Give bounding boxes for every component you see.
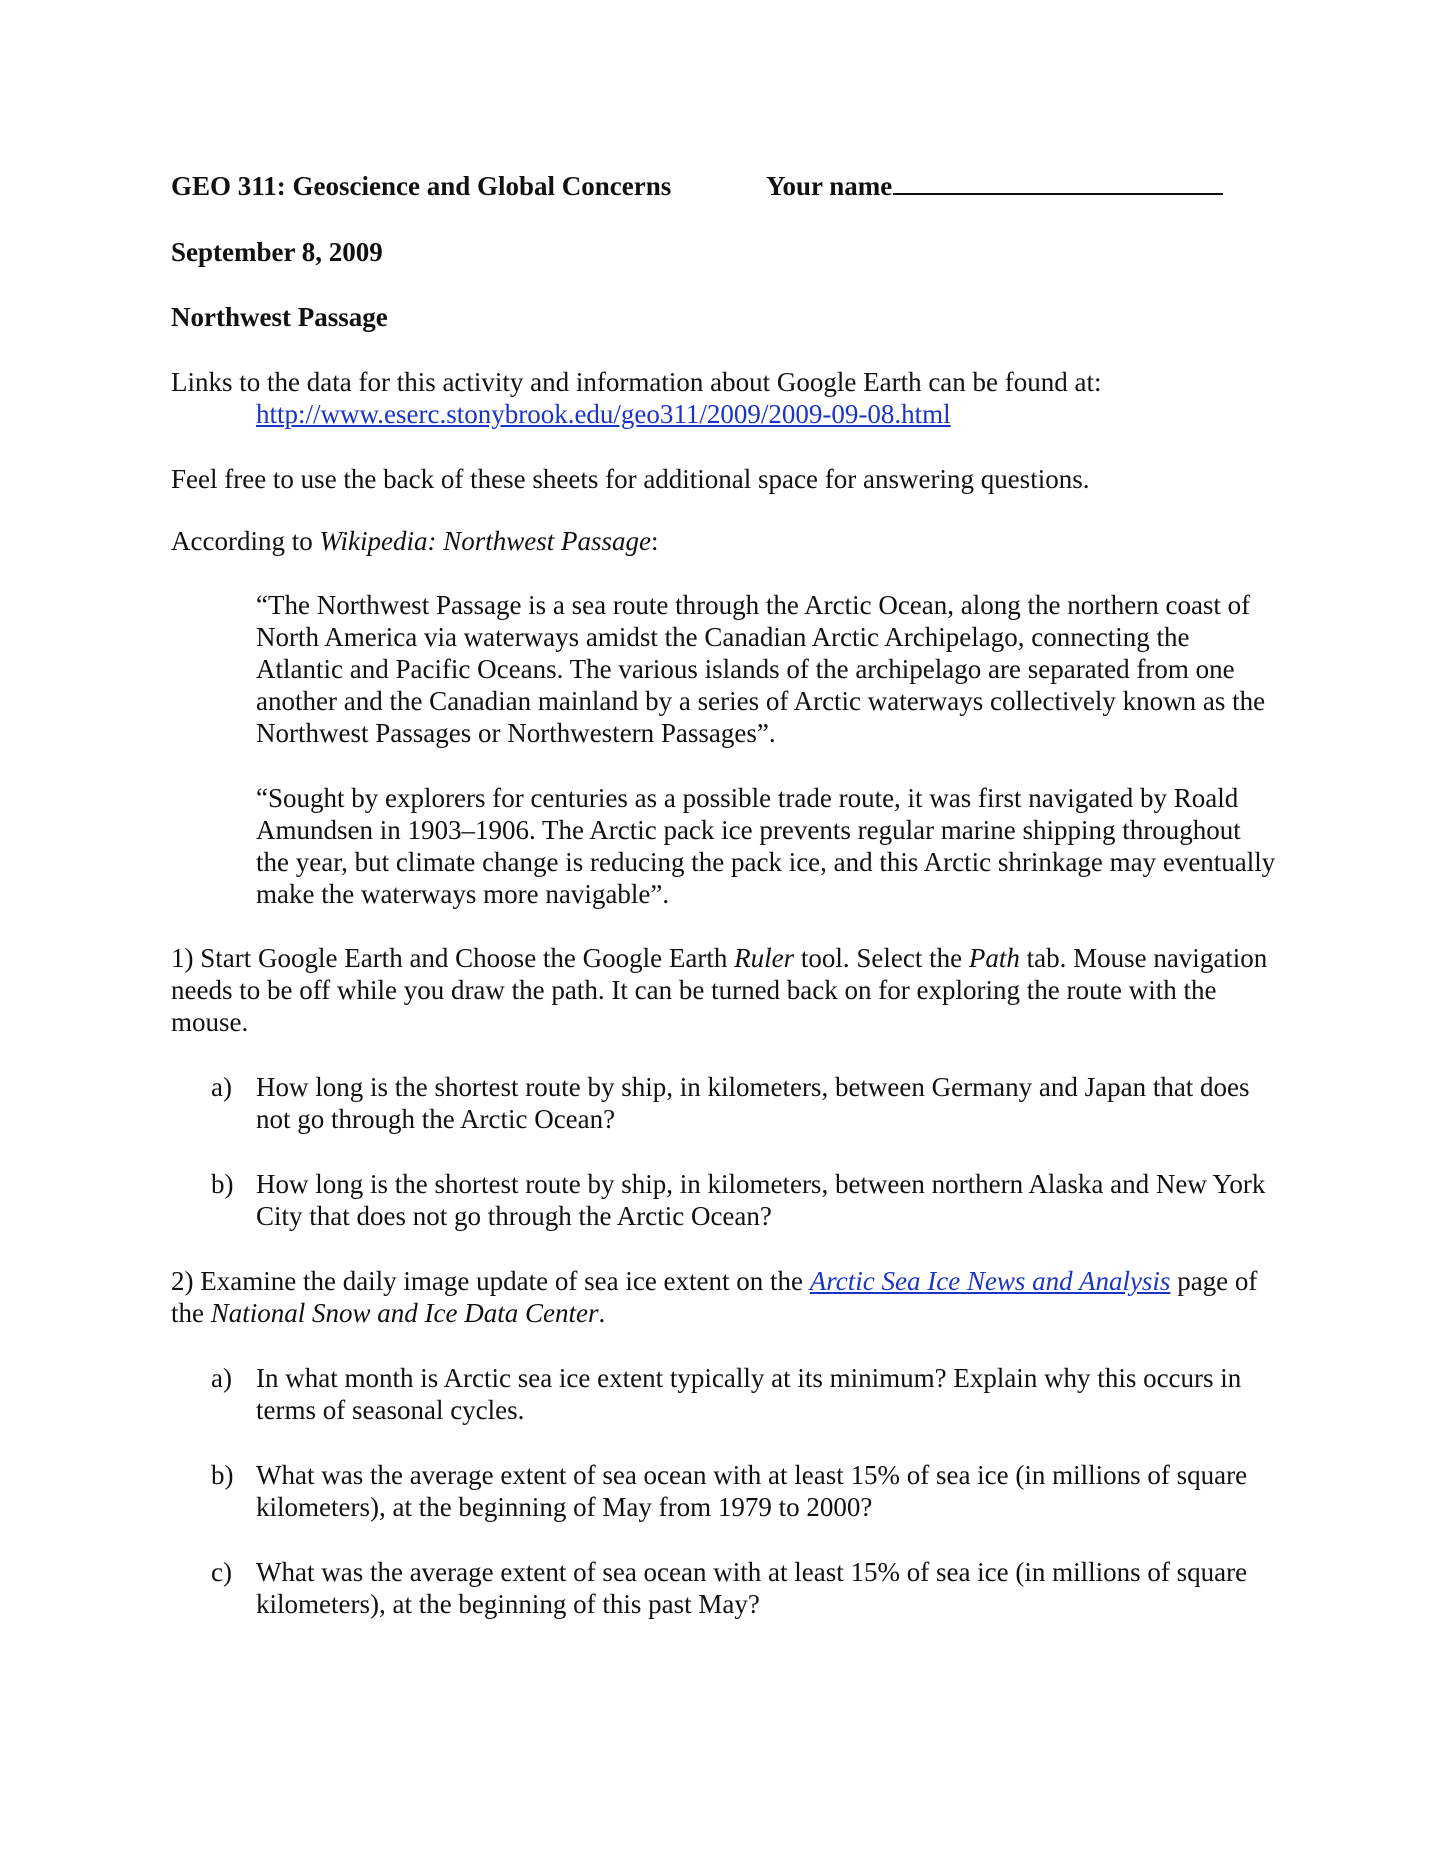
question-2a-marker: a) xyxy=(211,1363,232,1393)
free-space-note: Feel free to use the back of these sheets for additional space for answering questions. xyxy=(171,464,1090,494)
according-suffix: : xyxy=(650,526,659,556)
question-2c xyxy=(171,1556,1276,1620)
question-1-text-a: 1) Start Google Earth and Choose the Google Earth xyxy=(171,943,735,973)
question-1b-marker: b) xyxy=(211,1169,234,1199)
header xyxy=(171,168,1291,204)
question-2-text-c: . xyxy=(598,1298,606,1328)
question-2-text-b: page of the xyxy=(171,1266,1258,1328)
question-1b xyxy=(171,1168,1276,1232)
question-2b-marker: b) xyxy=(211,1460,234,1490)
topic-title: Northwest Passage xyxy=(171,302,388,332)
path-tab-name: Path xyxy=(968,943,1020,973)
according-prefix: According to xyxy=(171,526,320,556)
question-1a-text: How long is the shortest route by ship, in kilometers, between Germany and Japan that does not go through the Arctic Ocean? xyxy=(256,1072,1250,1134)
wikipedia-source: Wikipedia: Northwest Passage xyxy=(319,526,651,556)
data-link[interactable]: http://www.eserc.stonybrook.edu/geo311/2009/2009-09-08.html xyxy=(256,399,951,429)
name-blank-line[interactable] xyxy=(893,171,1223,195)
quote-1: “The Northwest Passage is a sea route through the Arctic Ocean, along the northern coast of North America via waterways amidst the Canadian Arctic Archipelago, connecting the Atlantic and Pacific Oceans. The various islands of the archipelago are separated from one another and the Canadian mainland by a series of Arctic waterways collectively known as the Northwest Passages or Northwestern Passages”. xyxy=(256,590,1266,748)
question-1 xyxy=(171,942,1291,1038)
question-2b-text: What was the average extent of sea ocean with at least 15% of sea ice (in millions of square kilometers), at the beginning of May from 1979 to 2000? xyxy=(256,1460,1248,1522)
question-1a xyxy=(171,1071,1276,1135)
quote-2: “Sought by explorers for centuries as a possible trade route, it was first navigated by Roald Amundsen in 1903–1906. The Arctic pack ice prevents regular marine shipping throughout the year, but climate change is reducing the pack ice, and this Arctic shrinkage may eventually make the waterways more navigable”. xyxy=(256,783,1276,909)
question-1-text-c: tab. Mouse navigation needs to be off while you draw the path. It can be turned back on for exploring the route with the mouse. xyxy=(171,943,1268,1037)
question-1a-marker: a) xyxy=(211,1072,232,1102)
question-1-text-b: tool. Select the xyxy=(794,943,969,973)
according-line xyxy=(171,525,1291,557)
links-intro: Links to the data for this activity and information about Google Earth can be found at: xyxy=(171,367,1102,397)
question-2 xyxy=(171,1265,1291,1329)
question-1b-text: How long is the shortest route by ship, in kilometers, between northern Alaska and New York City that does not go through the Arctic Ocean? xyxy=(256,1169,1266,1231)
question-2b xyxy=(171,1459,1276,1523)
course-title: GEO 311: Geoscience and Global Concerns xyxy=(171,171,672,201)
links-url-line xyxy=(171,398,1291,430)
arctic-sea-ice-link[interactable]: Arctic Sea Ice News and Analysis xyxy=(809,1266,1171,1296)
question-2-text-a: 2) Examine the daily image update of sea ice extent on the xyxy=(171,1266,810,1296)
nsidc-name: National Snow and Ice Data Center xyxy=(210,1298,599,1328)
name-label: Your name xyxy=(766,171,893,201)
date: September 8, 2009 xyxy=(171,237,383,267)
question-2a-text: In what month is Arctic sea ice extent typically at its minimum? Explain why this occurs in terms of seasonal cycles. xyxy=(256,1363,1242,1425)
question-2c-text: What was the average extent of sea ocean with at least 15% of sea ice (in millions of square kilometers), at the beginning of this past May? xyxy=(256,1557,1248,1619)
worksheet-page xyxy=(171,168,1291,1620)
question-2a xyxy=(171,1362,1276,1426)
ruler-tool-name: Ruler xyxy=(734,943,795,973)
question-2c-marker: c) xyxy=(211,1557,232,1587)
